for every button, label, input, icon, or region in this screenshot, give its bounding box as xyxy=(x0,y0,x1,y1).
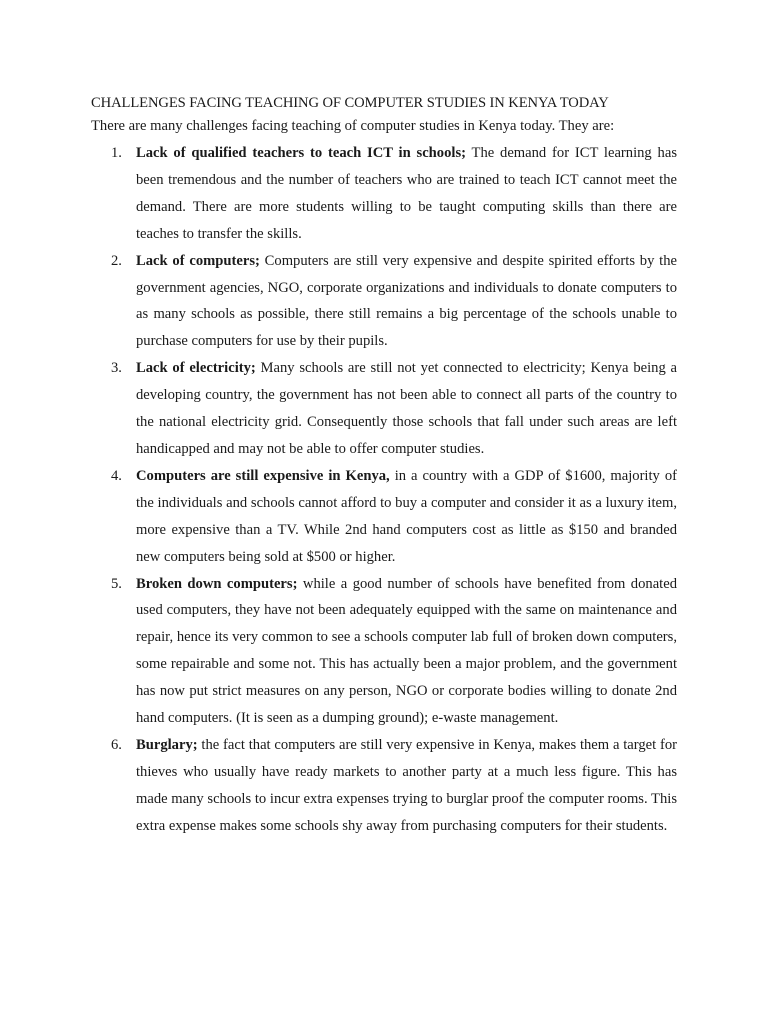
list-item-heading: Lack of computers; xyxy=(136,252,260,269)
list-item-heading: Broken down computers; xyxy=(136,575,298,592)
list-item-heading: Computers are still expensive in Kenya, xyxy=(136,467,390,484)
list-item-number: 5. xyxy=(111,575,122,592)
list-item xyxy=(91,463,677,571)
intro-paragraph: There are many challenges facing teaching of computer studies in Kenya today. They are: xyxy=(91,118,615,134)
list-item xyxy=(91,571,677,732)
list-item-number: 3. xyxy=(111,360,122,377)
list-item-body: Computers are still very expensive and despite spirited efforts by the government agencies, NGO, corporate organizations and individuals to donate computers to as many schools as possible, there still remains a big percentage of the schools unable to purchase computers for use by their pupils. xyxy=(136,252,677,350)
list-item xyxy=(91,732,677,840)
list-item-number: 1. xyxy=(111,145,122,161)
list-item-heading: Burglary; xyxy=(136,736,198,753)
list-item xyxy=(91,248,677,356)
list-item-heading: Lack of qualified teachers to teach ICT in schools; xyxy=(136,145,466,161)
list-item-body: in a country with a GDP of $1600, majority of the individuals and schools cannot afford to buy a computer and consider it as a luxury item, more expensive than a TV. While 2nd hand computers cost as little as $150 and branded new computers being sold at $500 or higher. xyxy=(136,467,677,565)
list-item-body: Many schools are still not yet connected to electricity; Kenya being a developing country, the government has not been able to connect all parts of the country to the national electricity grid. Consequently those schools that fall under such areas are left handicapped and may not be able to offer computer studies. xyxy=(136,360,677,457)
document-title: CHALLENGES FACING TEACHING OF COMPUTER STUDIES IN KENYA TODAY xyxy=(91,95,609,111)
list-item-number: 4. xyxy=(111,467,122,484)
list-item-body: the fact that computers are still very expensive in Kenya, makes them a target for thieves who usually have ready markets to another party at a much less figure. This has made many schools to incur extra expenses trying to burglar proof the computer rooms. This extra expense makes some schools shy away from purchasing computers for their students. xyxy=(136,736,677,834)
list-item-number: 2. xyxy=(111,252,122,269)
challenges-list xyxy=(91,140,677,840)
list-item-heading: Lack of electricity; xyxy=(136,360,256,377)
list-item-number: 6. xyxy=(111,736,122,753)
list-item xyxy=(91,140,677,248)
document-page xyxy=(91,93,677,840)
list-item-body: while a good number of schools have benefited from donated used computers, they have not been adequately equipped with the same on maintenance and repair, hence its very common to see a schools computer lab full of broken down computers, some repairable and some not. This has actually been a major problem, and the government has now put strict measures on any person, NGO or corporate bodies willing to donate 2nd hand computers. (It is seen as a dumping ground); e-waste management. xyxy=(136,575,677,727)
list-item xyxy=(91,355,677,463)
list-item-body: The demand for ICT learning has been tremendous and the number of teachers who are trained to teach ICT cannot meet the demand. There are more students willing to be taught computing skills than there are teaches to transfer the skills. xyxy=(136,145,677,242)
